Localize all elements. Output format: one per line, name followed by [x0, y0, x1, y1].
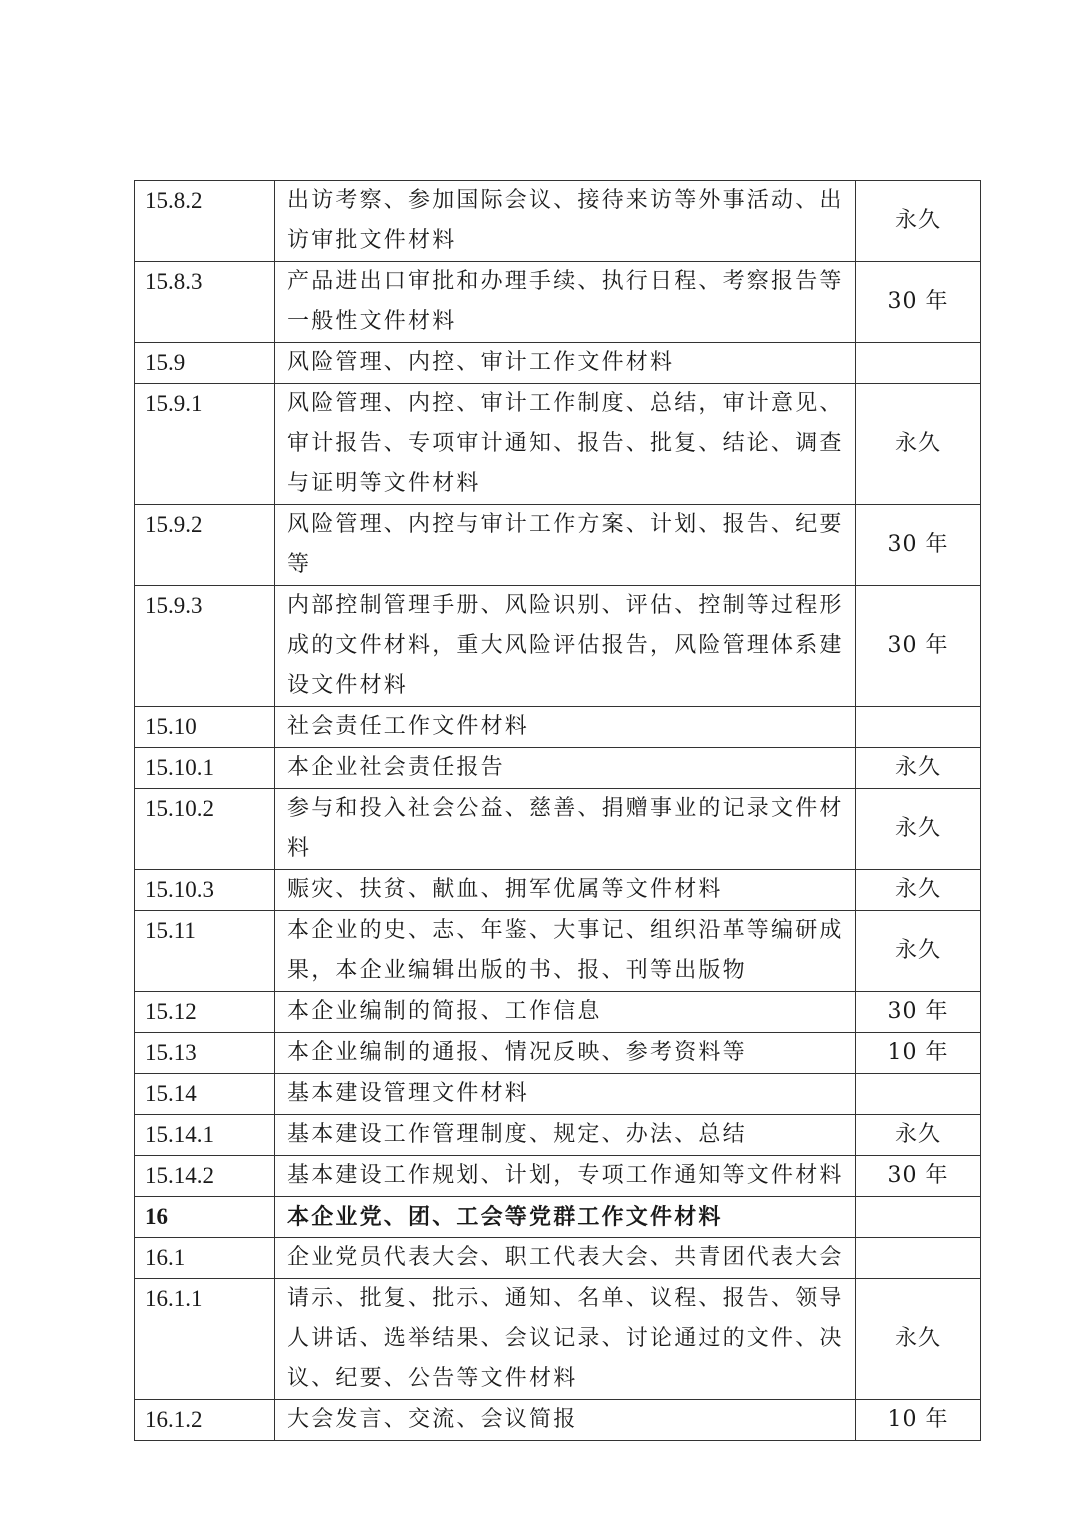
- item-code: 16.1.2: [135, 1400, 275, 1441]
- retention-period: 30 年: [856, 505, 981, 586]
- retention-period: 永久: [856, 748, 981, 789]
- table-row: [135, 1238, 981, 1279]
- table-row: [135, 992, 981, 1033]
- item-description: 企业党员代表大会、职工代表大会、共青团代表大会: [275, 1238, 856, 1279]
- table-row: [135, 1279, 981, 1400]
- retention-period: 10 年: [856, 1400, 981, 1441]
- table-row: [135, 1156, 981, 1197]
- item-description: 赈灾、扶贫、献血、拥军优属等文件材料: [275, 870, 856, 911]
- retention-period: 永久: [856, 181, 981, 262]
- item-description: 参与和投入社会公益、慈善、捐赠事业的记录文件材料: [275, 789, 856, 870]
- retention-period: 永久: [856, 789, 981, 870]
- table-row: [135, 505, 981, 586]
- retention-period: 30 年: [856, 1156, 981, 1197]
- retention-period: [856, 1238, 981, 1279]
- retention-period: [856, 707, 981, 748]
- retention-period: 30 年: [856, 992, 981, 1033]
- retention-period: 30 年: [856, 586, 981, 707]
- item-code: 16.1.1: [135, 1279, 275, 1400]
- retention-period: 10 年: [856, 1033, 981, 1074]
- table-row: [135, 586, 981, 707]
- retention-period: 30 年: [856, 262, 981, 343]
- table-row: [135, 911, 981, 992]
- retention-period: 永久: [856, 1115, 981, 1156]
- item-code: 15.14: [135, 1074, 275, 1115]
- item-description: 本企业编制的通报、情况反映、参考资料等: [275, 1033, 856, 1074]
- item-code: 15.10.2: [135, 789, 275, 870]
- item-code: 15.10.1: [135, 748, 275, 789]
- item-code: 15.14.1: [135, 1115, 275, 1156]
- item-code: 15.11: [135, 911, 275, 992]
- item-code: 15.9.3: [135, 586, 275, 707]
- item-description: 本企业编制的简报、工作信息: [275, 992, 856, 1033]
- item-code: 15.9: [135, 343, 275, 384]
- item-code: 15.14.2: [135, 1156, 275, 1197]
- retention-period: [856, 1074, 981, 1115]
- retention-period: [856, 343, 981, 384]
- retention-period: 永久: [856, 911, 981, 992]
- table-row: [135, 1197, 981, 1238]
- item-code: 15.9.2: [135, 505, 275, 586]
- item-description: 出访考察、参加国际会议、接待来访等外事活动、出访审批文件材料: [275, 181, 856, 262]
- table-row: [135, 1033, 981, 1074]
- table-row: [135, 181, 981, 262]
- table-row: [135, 789, 981, 870]
- item-description: 社会责任工作文件材料: [275, 707, 856, 748]
- item-description: 基本建设工作规划、计划，专项工作通知等文件材料: [275, 1156, 856, 1197]
- item-description: 基本建设管理文件材料: [275, 1074, 856, 1115]
- table-row: [135, 707, 981, 748]
- item-description: 本企业社会责任报告: [275, 748, 856, 789]
- retention-period: 永久: [856, 870, 981, 911]
- item-description: 产品进出口审批和办理手续、执行日程、考察报告等一般性文件材料: [275, 262, 856, 343]
- retention-period: 永久: [856, 1279, 981, 1400]
- item-description: 本企业的史、志、年鉴、大事记、组织沿革等编研成果，本企业编辑出版的书、报、刊等出版物: [275, 911, 856, 992]
- item-code: 15.9.1: [135, 384, 275, 505]
- item-description: 风险管理、内控与审计工作方案、计划、报告、纪要等: [275, 505, 856, 586]
- item-code: 15.13: [135, 1033, 275, 1074]
- table-row: [135, 262, 981, 343]
- item-code: 15.10: [135, 707, 275, 748]
- table-row: [135, 748, 981, 789]
- item-code: 15.8.3: [135, 262, 275, 343]
- item-code: 15.8.2: [135, 181, 275, 262]
- retention-period: [856, 1197, 981, 1238]
- table-body: [135, 181, 981, 1441]
- table-row: [135, 1400, 981, 1441]
- item-description: 大会发言、交流、会议简报: [275, 1400, 856, 1441]
- item-description: 风险管理、内控、审计工作制度、总结，审计意见、审计报告、专项审计通知、报告、批复、结论、调查与证明等文件材料: [275, 384, 856, 505]
- item-description: 基本建设工作管理制度、规定、办法、总结: [275, 1115, 856, 1156]
- item-code: 16.1: [135, 1238, 275, 1279]
- table-row: [135, 343, 981, 384]
- table-row: [135, 870, 981, 911]
- retention-schedule-table: [134, 180, 981, 1441]
- retention-period: 永久: [856, 384, 981, 505]
- item-description: 风险管理、内控、审计工作文件材料: [275, 343, 856, 384]
- table-row: [135, 384, 981, 505]
- table-row: [135, 1115, 981, 1156]
- item-code: 15.12: [135, 992, 275, 1033]
- item-description: 请示、批复、批示、通知、名单、议程、报告、领导人讲话、选举结果、会议记录、讨论通过的文件、决议、纪要、公告等文件材料: [275, 1279, 856, 1400]
- table-row: [135, 1074, 981, 1115]
- item-description: 本企业党、团、工会等党群工作文件材料: [275, 1197, 856, 1238]
- item-code: 15.10.3: [135, 870, 275, 911]
- item-description: 内部控制管理手册、风险识别、评估、控制等过程形成的文件材料，重大风险评估报告，风险管理体系建设文件材料: [275, 586, 856, 707]
- item-code: 16: [135, 1197, 275, 1238]
